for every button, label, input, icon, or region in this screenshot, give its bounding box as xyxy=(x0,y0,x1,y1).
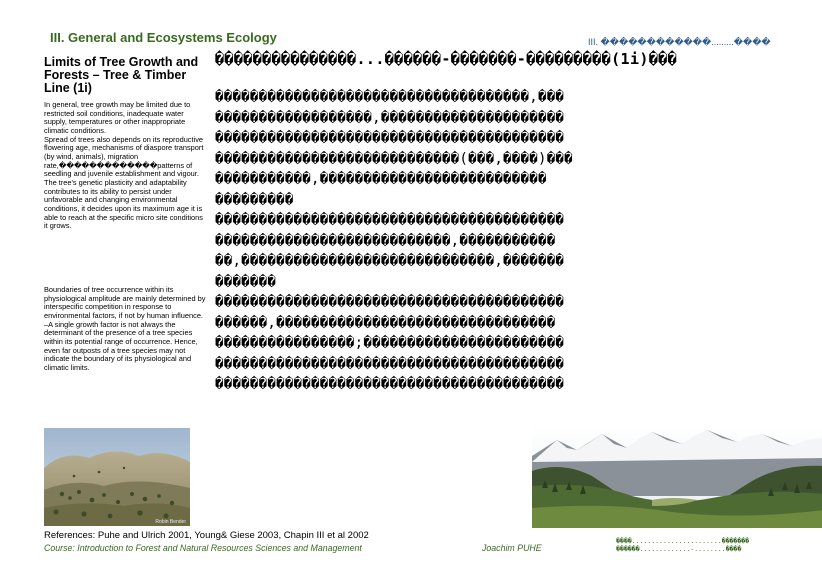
landscape-photo-alpine-valley xyxy=(532,426,822,528)
translated-line: ���������������������������,����������� xyxy=(215,232,556,249)
translated-line: ������������������,��������������������� xyxy=(215,109,565,126)
translated-line: ����������������������������(���,����)��� xyxy=(215,150,573,167)
translated-line: ������,�������������������������������� xyxy=(215,314,556,331)
translated-body xyxy=(215,87,820,427)
footer-secondary-line: ������.............-........���� xyxy=(616,545,742,553)
translated-line: �����������,�������������������������� xyxy=(215,171,547,187)
author-name: Joachim PUHE xyxy=(482,543,542,553)
body-paragraph-boundaries: Boundaries of tree occurrence within its physiological amplitude are mainly determined by interspecific competition in response to environmental factors, if not by human influence. –A single growth factor is not always the determinant of the presence of a tree species within its potential range of occurrence. Hence, even far outposts of a tree species may not indicate the boundary of its physiological and climatic limits. xyxy=(44,285,206,372)
course-title: Course: Introduction to Forest and Natural Resources Sciences and Management xyxy=(44,543,362,553)
footer-secondary-text xyxy=(616,537,821,553)
translated-line: ��,�����������������������������,������� xyxy=(215,253,565,269)
translated-line: ���������������������������������������� xyxy=(215,212,565,228)
translated-line: ���������������������������������������� xyxy=(215,376,565,392)
landscape-photo-hills xyxy=(44,428,190,526)
translated-line: ���������������������������������������� xyxy=(215,355,565,372)
slide-title: Limits of Tree Growth and Forests – Tree & Timber Line (1i) xyxy=(44,55,199,95)
alpine-illustration xyxy=(532,426,822,528)
footer-secondary-line: ����.......................������� xyxy=(616,537,750,545)
translated-line: ������� xyxy=(215,273,277,290)
translated-line: ������������������������������������,��� xyxy=(215,89,565,105)
section-header-secondary: III. ������������.........���� xyxy=(588,37,771,47)
translated-line: ����������������;����������������������� xyxy=(215,335,565,351)
translated-line: ��������� xyxy=(215,191,294,208)
translated-title: ���������������...������-�������-���������(1i)��� xyxy=(215,50,678,68)
hills-illustration xyxy=(44,428,190,526)
body-paragraph-limits: In general, tree growth may be limited due to restricted soil conditions, inadequate water supply, temperatures or other inappropriate climatic conditions. Spread of trees also depends on its reproductive flowering age, mechanisms of diaspore transport (by wind, animals), migration rate,�������������patterns of seedling and juvenile establishment and vigour. The tree's genetic plasticity and adaptability contributes to its ability to persist under unfavorable and changing environmental conditions, it decides upon its maximum age it is able to reach at the specific micro site conditions it grows. xyxy=(44,100,204,231)
photo-credit: Robin Bender xyxy=(155,519,186,525)
translated-line: ���������������������������������������� xyxy=(215,294,565,310)
translated-line: ���������������������������������������� xyxy=(215,130,565,146)
section-header: III. General and Ecosystems Ecology xyxy=(50,30,277,45)
references: References: Puhe and Ulrich 2001, Young& Giese 2003, Chapin III et al 2002 xyxy=(44,530,369,541)
